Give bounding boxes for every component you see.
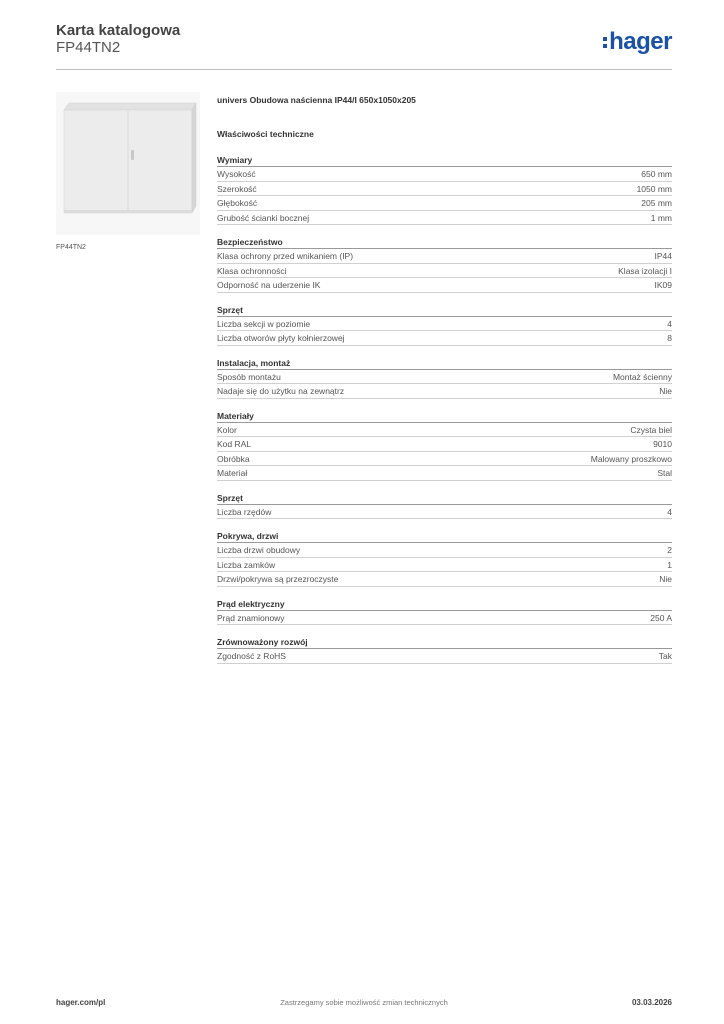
spec-value: Stal [657,468,672,478]
spec-label: Szerokość [217,183,257,194]
spec-section [217,636,672,664]
spec-label: Liczba sekcji w poziomie [217,318,311,329]
properties-title: Właściwości techniczne [217,129,314,139]
section-title: Instalacja, montaż [217,357,672,370]
spec-row [217,278,672,293]
spec-value: Nie [659,574,672,584]
spec-label: Drzwi/pokrywa są przezroczyste [217,574,339,584]
logo-text: hager [609,28,672,55]
spec-label: Liczba rzędów [217,506,272,517]
spec-value: 1 [667,559,672,570]
hager-logo[interactable] [603,28,672,56]
spec-value: 2 [667,545,672,555]
document-title: Karta katalogowa [56,22,181,39]
product-image [56,92,200,235]
logo-dots-icon [603,37,607,48]
spec-label: Liczba drzwi obudowy [217,545,301,555]
section-title: Materiały [217,410,672,423]
spec-value: Nie [659,386,672,396]
spec-label: Grubość ścianki bocznej [217,212,310,223]
spec-value: 4 [667,506,672,517]
spec-sections [217,154,672,664]
spec-row [217,452,672,467]
spec-row [217,264,672,279]
spec-row [217,558,672,573]
spec-row [217,317,672,332]
website-link[interactable]: hager.com/pl [56,998,106,1007]
spec-label: Kod RAL [217,439,252,449]
spec-label: Kolor [217,424,237,435]
section-title: Sprzęt [217,492,672,505]
section-title: Wymiary [217,154,672,167]
image-caption: FP44TN2 [56,244,86,251]
spec-label: Prąd znamionowy [217,612,285,623]
spec-row [217,505,672,520]
spec-row [217,423,672,438]
spec-label: Zgodność z RoHS [217,651,286,661]
page-header [56,20,672,70]
spec-row [217,611,672,626]
page-footer [56,998,672,1010]
spec-row [217,370,672,385]
spec-value: Malowany proszkowo [590,453,672,464]
spec-value: Klasa izolacji I [618,265,672,276]
section-title: Zrównoważony rozwój [217,636,672,649]
spec-value: 650 mm [641,169,672,179]
spec-value: IP44 [654,251,672,261]
spec-value: Tak [658,651,672,661]
spec-label: Liczba otworów płyty kołnierzowej [217,333,345,343]
spec-label: Klasa ochronności [217,265,287,276]
footer-date: 03.03.2026 [631,998,672,1007]
spec-section [217,492,672,520]
spec-value: Czysta biel [630,424,672,435]
disclaimer: Zastrzegamy sobie możliwość zmian technicznych [280,998,448,1007]
product-code: FP44TN2 [56,39,121,56]
spec-section [217,530,672,587]
spec-section [217,410,672,481]
spec-row [217,249,672,264]
spec-row [217,466,672,481]
spec-label: Klasa ochrony przed wnikaniem (IP) [217,251,354,261]
spec-label: Sposób montażu [217,371,281,382]
spec-value: Montaż ścienny [612,371,672,382]
spec-content [217,95,672,664]
spec-value: 1050 mm [636,183,672,194]
spec-value: 250 A [650,612,672,623]
spec-value: 9010 [653,439,672,449]
spec-row [217,211,672,226]
spec-row [217,543,672,558]
spec-label: Głębokość [217,198,258,208]
spec-row [217,331,672,346]
product-name: univers Obudowa naścienna IP44/I 650x1050x205 [217,95,416,105]
spec-section [217,357,672,399]
section-title: Pokrywa, drzwi [217,530,672,543]
spec-row [217,649,672,664]
spec-section [217,154,672,225]
spec-value: IK09 [654,280,672,290]
spec-row [217,384,672,399]
enclosure-image-icon [56,92,200,235]
spec-section [217,598,672,626]
spec-row [217,167,672,182]
section-title: Prąd elektryczny [217,598,672,611]
spec-row [217,196,672,211]
spec-label: Nadaje się do użytku na zewnątrz [217,386,345,396]
spec-section [217,304,672,346]
section-title: Sprzęt [217,304,672,317]
spec-value: 8 [667,333,672,343]
spec-label: Obróbka [217,453,250,464]
spec-label: Liczba zamków [217,559,276,570]
spec-value: 1 mm [650,212,672,223]
section-title: Bezpieczeństwo [217,236,672,249]
spec-label: Wysokość [217,169,256,179]
spec-label: Materiał [217,468,248,478]
spec-row [217,182,672,197]
spec-value: 4 [667,318,672,329]
spec-label: Odporność na uderzenie IK [217,280,321,290]
spec-row [217,437,672,452]
spec-section [217,236,672,293]
spec-row [217,572,672,587]
spec-value: 205 mm [641,198,672,208]
